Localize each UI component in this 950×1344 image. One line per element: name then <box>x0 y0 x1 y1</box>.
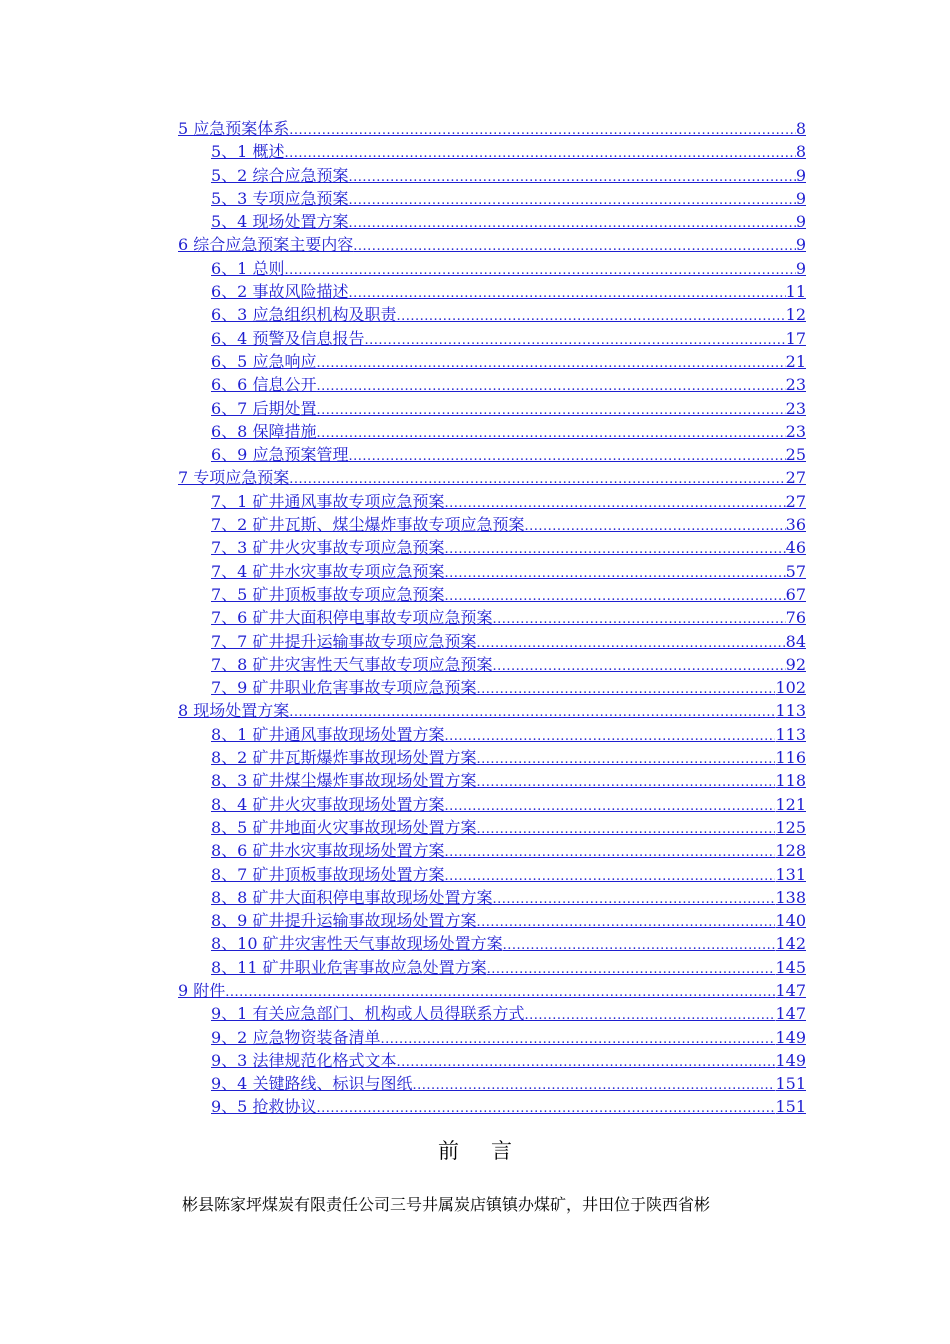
toc-page-number: 27 <box>785 491 806 511</box>
toc-leader-dots <box>476 818 775 839</box>
toc-page-number: 118 <box>775 771 806 791</box>
toc-link[interactable] <box>178 303 806 326</box>
toc-page-number: 151 <box>775 1097 806 1117</box>
toc-link[interactable] <box>178 490 806 513</box>
toc-title: 7、4 矿井水灾事故专项应急预案 <box>211 561 445 581</box>
toc-title: 6、8 保障措施 <box>211 421 317 441</box>
toc-leader-dots <box>412 1074 775 1095</box>
toc-title: 9、4 关键路线、标识与图纸 <box>211 1074 413 1094</box>
toc-page-number: 116 <box>775 748 806 768</box>
toc-link[interactable] <box>178 513 806 536</box>
toc-title: 9、5 抢救协议 <box>211 1097 317 1117</box>
toc-page-number: 9 <box>795 235 806 255</box>
toc-title: 7、2 矿井瓦斯、煤尘爆炸事故专项应急预案 <box>211 515 525 535</box>
toc-leader-dots <box>316 399 785 420</box>
toc-page-number: 145 <box>775 957 806 977</box>
toc-title: 7、7 矿井提升运输事故专项应急预案 <box>211 631 477 651</box>
toc-link[interactable] <box>178 140 806 163</box>
toc-title: 8、9 矿井提升运输事故现场处置方案 <box>211 911 477 931</box>
toc-leader-dots <box>444 538 785 559</box>
toc-link[interactable] <box>178 1049 806 1072</box>
toc-leader-dots <box>492 888 775 909</box>
toc-link[interactable] <box>178 373 806 396</box>
toc-link[interactable] <box>178 979 806 1002</box>
toc-leader-dots <box>492 655 785 676</box>
toc-title: 9、2 应急物资装备清单 <box>211 1027 381 1047</box>
toc-link[interactable] <box>178 466 806 489</box>
toc-link[interactable] <box>178 536 806 559</box>
toc-leader-dots <box>289 468 785 489</box>
toc-title: 9 附件 <box>178 980 226 1000</box>
toc-leader-dots <box>503 934 776 955</box>
toc-link[interactable] <box>178 420 806 443</box>
toc-leader-dots <box>348 189 795 210</box>
toc-leader-dots <box>316 422 785 443</box>
toc-link[interactable] <box>178 816 806 839</box>
toc-link[interactable] <box>178 909 806 932</box>
toc-title: 9、1 有关应急部门、机构或人员得联系方式 <box>211 1004 525 1024</box>
toc-title: 7、1 矿井通风事故专项应急预案 <box>211 491 445 511</box>
toc-link[interactable] <box>178 723 806 746</box>
toc-leader-dots <box>396 1051 775 1072</box>
toc-link[interactable] <box>178 327 806 350</box>
toc-link[interactable] <box>178 560 806 583</box>
toc-title: 6、3 应急组织机构及职责 <box>211 305 397 325</box>
toc-link[interactable] <box>178 676 806 699</box>
toc-title: 6、1 总则 <box>211 258 285 278</box>
toc-leader-dots <box>316 1097 775 1118</box>
toc-page-number: 12 <box>785 305 806 325</box>
toc-page-number: 8 <box>795 142 806 162</box>
preface-paragraph: 彬县陈家坪煤炭有限责任公司三号井属炭店镇镇办煤矿，井田位于陕西省彬 <box>182 1195 711 1214</box>
toc-link[interactable] <box>178 257 806 280</box>
toc-leader-dots <box>364 329 785 350</box>
toc-link[interactable] <box>178 606 806 629</box>
toc-leader-dots <box>380 1028 775 1049</box>
toc-leader-dots <box>524 1004 775 1025</box>
toc-page-number: 8 <box>795 119 806 138</box>
toc-leader-dots <box>316 352 785 373</box>
toc-title: 7、8 矿井灾害性天气事故专项应急预案 <box>211 654 493 674</box>
toc-leader-dots <box>284 259 795 280</box>
toc-page-number: 92 <box>785 654 806 674</box>
toc-page-number: 27 <box>785 468 806 488</box>
toc-link[interactable] <box>178 769 806 792</box>
toc-title: 8、1 矿井通风事故现场处置方案 <box>211 724 445 744</box>
toc-page-number: 147 <box>775 1004 806 1024</box>
toc-page-number: 102 <box>775 678 806 698</box>
toc-leader-dots <box>316 375 785 396</box>
toc-link[interactable] <box>178 653 806 676</box>
toc-title: 6、5 应急响应 <box>211 351 317 371</box>
toc-page-number: 17 <box>785 328 806 348</box>
toc-link[interactable] <box>178 1026 806 1049</box>
toc-leader-dots <box>289 701 775 722</box>
toc-page-number: 23 <box>785 398 806 418</box>
toc-leader-dots <box>476 771 775 792</box>
toc-title: 8、4 矿井火灾事故现场处置方案 <box>211 794 445 814</box>
toc-leader-dots <box>476 748 775 769</box>
toc-title: 8、11 矿井职业危害事故应急处置方案 <box>211 957 487 977</box>
toc-page-number: 149 <box>775 1050 806 1070</box>
toc-link[interactable] <box>178 583 806 606</box>
toc-page-number: 46 <box>785 538 806 558</box>
toc-link[interactable] <box>178 932 806 955</box>
toc-leader-dots <box>289 119 796 140</box>
toc-title: 6、9 应急预案管理 <box>211 445 349 465</box>
toc-page-number: 142 <box>775 934 806 954</box>
toc-title: 7、6 矿井大面积停电事故专项应急预案 <box>211 608 493 628</box>
toc-link[interactable] <box>178 350 806 373</box>
toc-page-number: 11 <box>785 282 806 302</box>
toc-link[interactable] <box>178 443 806 466</box>
toc-link[interactable] <box>178 699 806 722</box>
toc-page-number: 57 <box>785 561 806 581</box>
toc-leader-dots <box>348 445 785 466</box>
toc-leader-dots <box>348 166 795 187</box>
toc-page-number: 125 <box>775 817 806 837</box>
toc-title: 6、2 事故风险描述 <box>211 282 349 302</box>
toc-title: 7 专项应急预案 <box>178 468 290 488</box>
toc-page-number: 9 <box>795 165 806 185</box>
toc-title: 5、1 概述 <box>211 142 285 162</box>
toc-title: 5、3 专项应急预案 <box>211 188 349 208</box>
toc-page-number: 113 <box>775 701 806 721</box>
toc-leader-dots <box>444 562 785 583</box>
toc-link[interactable] <box>178 233 806 256</box>
toc-link[interactable] <box>178 397 806 420</box>
toc-title: 8、8 矿井大面积停电事故现场处置方案 <box>211 887 493 907</box>
toc-page-number: 149 <box>775 1027 806 1047</box>
toc-title: 5、2 综合应急预案 <box>211 165 349 185</box>
toc-page-number: 21 <box>785 351 806 371</box>
toc-page-number: 140 <box>775 911 806 931</box>
toc-link[interactable] <box>178 210 806 233</box>
toc-leader-dots <box>396 305 785 326</box>
toc-leader-dots <box>476 911 775 932</box>
toc-page-number: 36 <box>785 515 806 535</box>
toc-page-number: 151 <box>775 1074 806 1094</box>
toc-title: 7、9 矿井职业危害事故专项应急预案 <box>211 678 477 698</box>
toc-title: 7、5 矿井顶板事故专项应急预案 <box>211 584 445 604</box>
toc-link[interactable] <box>178 117 806 140</box>
toc-link[interactable] <box>178 280 806 303</box>
toc-link[interactable] <box>178 863 806 886</box>
toc-leader-dots <box>444 841 775 862</box>
toc-leader-dots <box>284 142 795 163</box>
toc-link[interactable] <box>178 839 806 862</box>
toc-leader-dots <box>348 282 785 303</box>
toc-leader-dots <box>476 678 775 699</box>
toc-link[interactable] <box>178 1095 806 1118</box>
toc-title: 8、6 矿井水灾事故现场处置方案 <box>211 841 445 861</box>
toc-link[interactable] <box>178 956 806 979</box>
toc-page-number: 76 <box>785 608 806 628</box>
toc-title: 6、4 预警及信息报告 <box>211 328 365 348</box>
toc-leader-dots <box>444 492 785 513</box>
toc-title: 8、10 矿井灾害性天气事故现场处置方案 <box>211 934 503 954</box>
toc-title: 6、6 信息公开 <box>211 375 317 395</box>
toc-leader-dots <box>476 632 785 653</box>
toc-title: 8、2 矿井瓦斯爆炸事故现场处置方案 <box>211 748 477 768</box>
toc-leader-dots <box>444 725 775 746</box>
toc-leader-dots <box>225 981 775 1002</box>
toc-link[interactable] <box>178 1072 806 1095</box>
toc-page-number: 147 <box>775 980 806 1000</box>
toc-leader-dots <box>444 865 775 886</box>
toc-page-number: 9 <box>795 212 806 232</box>
toc-page-number: 23 <box>785 375 806 395</box>
toc-page-number: 9 <box>795 258 806 278</box>
toc-page-number: 128 <box>775 841 806 861</box>
toc-page-number: 67 <box>785 584 806 604</box>
toc-link[interactable] <box>178 746 806 769</box>
toc-title: 8、5 矿井地面火灾事故现场处置方案 <box>211 817 477 837</box>
toc-title: 9、3 法律规范化格式文本 <box>211 1050 397 1070</box>
toc-leader-dots <box>524 515 785 536</box>
toc-page-number: 138 <box>775 887 806 907</box>
toc-link[interactable] <box>178 793 806 816</box>
toc-page-number: 131 <box>775 864 806 884</box>
table-of-contents <box>178 117 806 1119</box>
toc-title: 6、7 后期处置 <box>211 398 317 418</box>
toc-page-number: 84 <box>785 631 806 651</box>
toc-link[interactable] <box>178 1002 806 1025</box>
toc-page-number: 9 <box>795 188 806 208</box>
preface-heading: 前言 <box>438 1139 544 1163</box>
toc-link[interactable] <box>178 187 806 210</box>
toc-leader-dots <box>444 795 775 816</box>
toc-title: 7、3 矿井火灾事故专项应急预案 <box>211 538 445 558</box>
toc-leader-dots <box>348 212 795 233</box>
toc-title: 5、4 现场处置方案 <box>211 212 349 232</box>
toc-page-number: 25 <box>785 445 806 465</box>
toc-page-number: 113 <box>775 724 806 744</box>
toc-title: 8 现场处置方案 <box>178 701 290 721</box>
toc-title: 8、3 矿井煤尘爆炸事故现场处置方案 <box>211 771 477 791</box>
toc-leader-dots <box>353 235 796 256</box>
toc-link[interactable] <box>178 630 806 653</box>
toc-page-number: 121 <box>775 794 806 814</box>
toc-title: 8、7 矿井顶板事故现场处置方案 <box>211 864 445 884</box>
toc-title: 6 综合应急预案主要内容 <box>178 235 354 255</box>
toc-title: 5 应急预案体系 <box>178 119 290 138</box>
toc-leader-dots <box>487 958 776 979</box>
toc-leader-dots <box>492 608 785 629</box>
toc-page-number: 23 <box>785 421 806 441</box>
toc-link[interactable] <box>178 164 806 187</box>
toc-link[interactable] <box>178 886 806 909</box>
toc-leader-dots <box>444 585 785 606</box>
